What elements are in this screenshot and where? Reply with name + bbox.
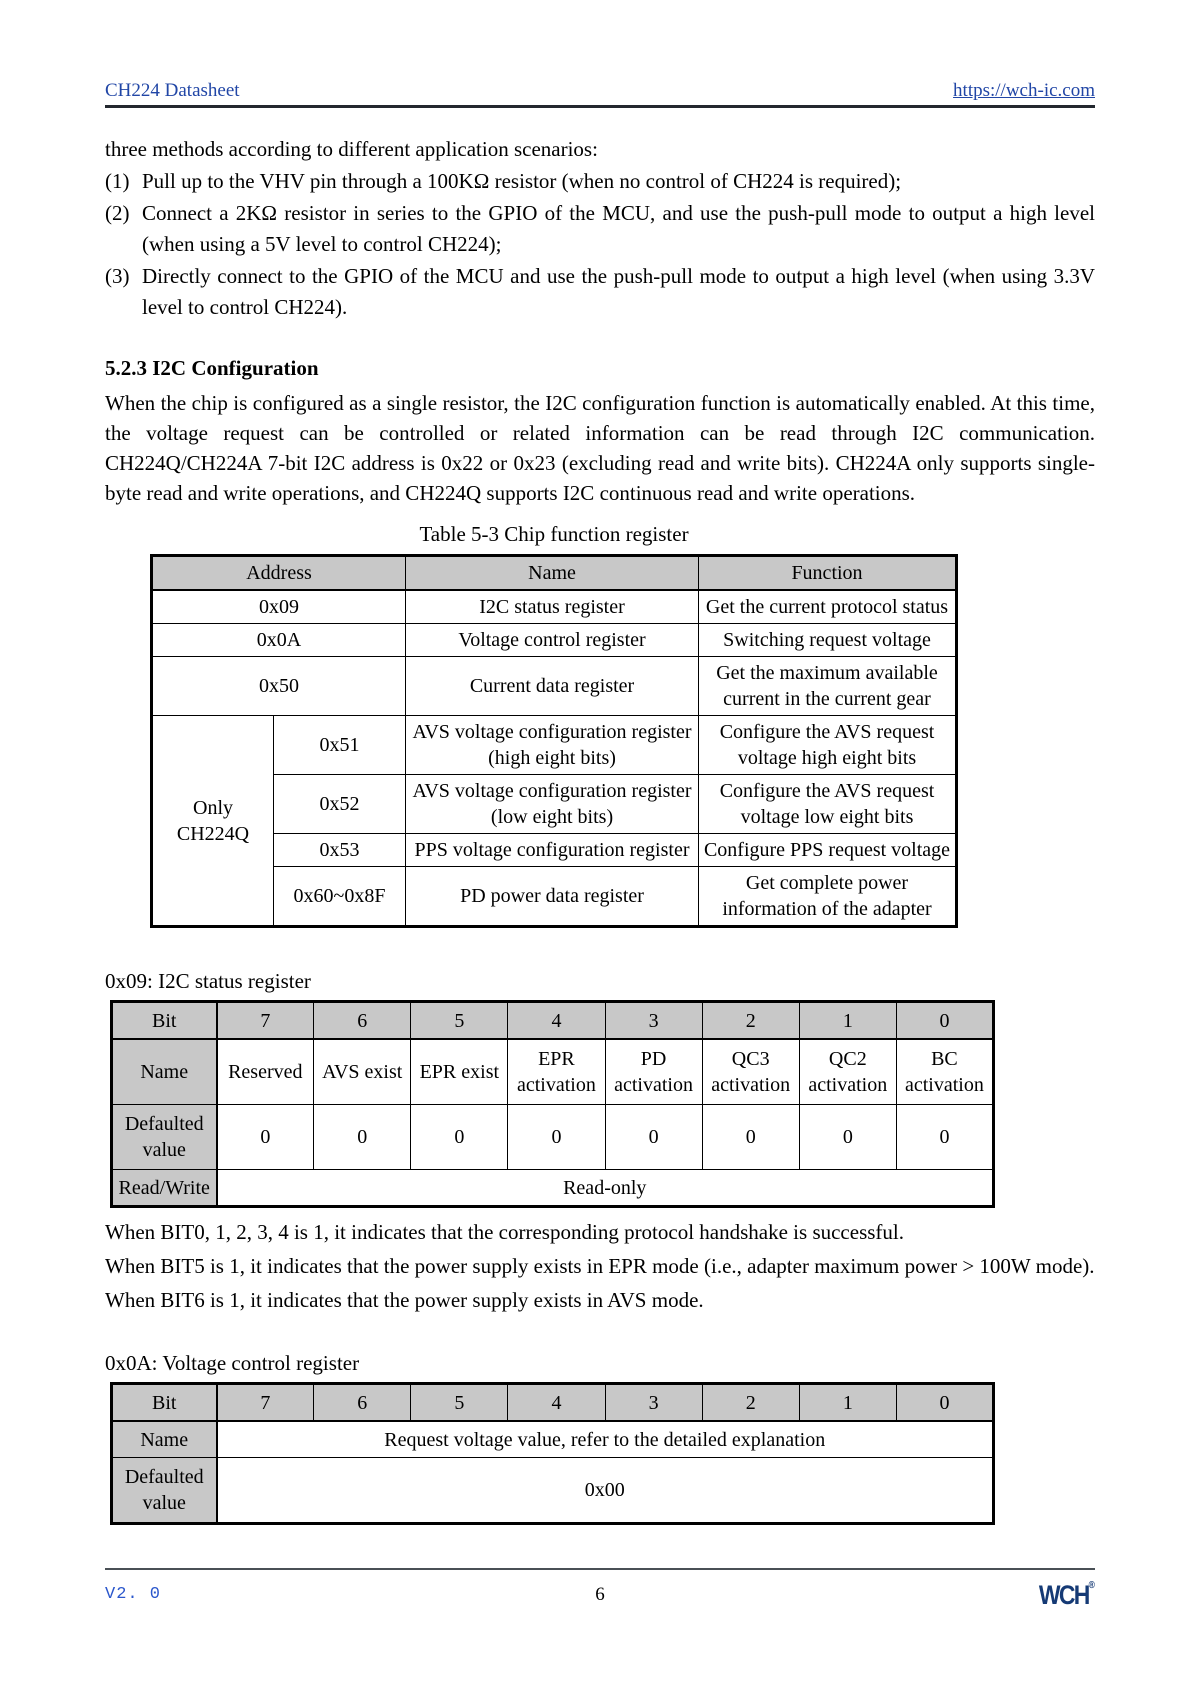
cell-function: Configure the AVS request voltage low eight bits	[699, 775, 957, 834]
bit-default: 0	[605, 1105, 702, 1170]
col-header-function: Function	[699, 556, 957, 591]
bit-name: QC3 activation	[702, 1039, 799, 1105]
cell-name: Current data register	[406, 657, 699, 716]
header-title: CH224 Datasheet	[105, 80, 240, 101]
bit-name: Reserved	[217, 1039, 314, 1105]
list-text: Directly connect to the GPIO of the MCU and use the push-pull mode to output a high level (when using 3.3V level to control CH224).	[142, 264, 1095, 319]
cell-function: Configure the AVS request voltage high eight bits	[699, 716, 957, 775]
cell-address: 0x09	[152, 590, 406, 624]
bit-default-row	[112, 1458, 994, 1524]
intro-lead: three methods according to different application scenarios:	[105, 137, 598, 161]
bit-table-0x09	[110, 1000, 995, 1208]
cell-name: Voltage control register	[406, 624, 699, 657]
cell-group-only-ch224q: Only CH224Q	[152, 716, 274, 927]
list-number: (2)	[105, 201, 130, 225]
bit-number: 5	[411, 1384, 508, 1422]
list-text: Connect a 2KΩ resistor in series to the GPIO of the MCU, and use the push-pull mode to output a high level (when using a 5V level to control CH224);	[142, 201, 1095, 256]
bit-label: Bit	[112, 1002, 217, 1040]
bit-number: 3	[605, 1384, 702, 1422]
bit-name-row	[112, 1421, 994, 1458]
bit-default-row	[112, 1105, 994, 1170]
registered-mark: ®	[1088, 1580, 1095, 1591]
bit-number: 4	[508, 1384, 605, 1422]
col-header-address: Address	[152, 556, 406, 591]
row-label-name: Name	[112, 1421, 217, 1458]
cell-name: AVS voltage configuration register (low eight bits)	[406, 775, 699, 834]
bit-number: 5	[411, 1002, 508, 1040]
bit-name: QC2 activation	[799, 1039, 896, 1105]
cell-name: I2C status register	[406, 590, 699, 624]
bit-number: 0	[896, 1384, 993, 1422]
page-number: 6	[595, 1584, 605, 1605]
cell-name: PD power data register	[406, 867, 699, 927]
bit-rw-row	[112, 1170, 994, 1207]
list-number: (1)	[105, 169, 130, 193]
table-header-row	[152, 556, 957, 591]
bit-name: EPR exist	[411, 1039, 508, 1105]
note-paragraph: When BIT6 is 1, it indicates that the power supply exists in AVS mode.	[105, 1288, 704, 1312]
bit-name: EPR activation	[508, 1039, 605, 1105]
bit-default: 0	[314, 1105, 411, 1170]
table-row	[152, 590, 957, 624]
note-paragraph: When BIT0, 1, 2, 3, 4 is 1, it indicates that the corresponding protocol handshake is successful.	[105, 1220, 904, 1244]
bit-default: 0	[411, 1105, 508, 1170]
list-item-2	[105, 198, 1095, 260]
header-rule	[105, 105, 1095, 108]
bit-table-0x0A	[110, 1382, 995, 1525]
bit-number: 2	[702, 1384, 799, 1422]
rw-value: Read-only	[217, 1170, 994, 1207]
cell-address: 0x52	[274, 775, 406, 834]
cell-address: 0x60~0x8F	[274, 867, 406, 927]
bit-default: 0	[508, 1105, 605, 1170]
row-label-rw: Read/Write	[112, 1170, 217, 1207]
section-paragraph: When the chip is configured as a single resistor, the I2C configuration function is automatically enabled. At this time, the voltage request can be controlled or related information can be read through I2C communication. CH224Q/CH224A 7-bit I2C address is 0x22 or 0x23 (excluding read and write bits). CH224A only supports single-byte read and write operations, and CH224Q supports I2C continuous read and write operations.	[105, 391, 1095, 505]
bit-number: 4	[508, 1002, 605, 1040]
site-link[interactable]: https://wch-ic.com	[953, 80, 1095, 101]
list-text: Pull up to the VHV pin through a 100KΩ resistor (when no control of CH224 is required);	[142, 169, 902, 193]
row-label-default: Defaulted value	[112, 1458, 217, 1524]
bit-header-row	[112, 1002, 994, 1040]
table-row	[152, 716, 957, 775]
bit-number: 0	[896, 1002, 993, 1040]
bit-default: 0	[896, 1105, 993, 1170]
footer-rule	[105, 1568, 1095, 1570]
chip-function-table	[150, 554, 958, 928]
row-label-name: Name	[112, 1039, 217, 1105]
name-value: Request voltage value, refer to the detailed explanation	[217, 1421, 994, 1458]
cell-name: PPS voltage configuration register	[406, 834, 699, 867]
cell-function: Get complete power information of the adapter	[699, 867, 957, 927]
wch-logo	[1039, 1580, 1095, 1611]
bit-number: 6	[314, 1384, 411, 1422]
col-header-name: Name	[406, 556, 699, 591]
default-value: 0x00	[217, 1458, 994, 1524]
cell-address: 0x51	[274, 716, 406, 775]
bit-name-row	[112, 1039, 994, 1105]
page-footer	[105, 1580, 1095, 1610]
register-notes	[105, 1217, 1095, 1316]
bit-number: 7	[217, 1384, 314, 1422]
cell-address: 0x53	[274, 834, 406, 867]
cell-function: Configure PPS request voltage	[699, 834, 957, 867]
cell-function: Get the maximum available current in the current gear	[699, 657, 957, 716]
register-title-0x0A: 0x0A: Voltage control register	[105, 1351, 360, 1375]
table-caption: Table 5-3 Chip function register	[419, 522, 689, 546]
bit-name: PD activation	[605, 1039, 702, 1105]
bit-number: 1	[799, 1384, 896, 1422]
cell-address: 0x50	[152, 657, 406, 716]
cell-function: Switching request voltage	[699, 624, 957, 657]
table-row	[152, 657, 957, 716]
bit-number: 7	[217, 1002, 314, 1040]
bit-default: 0	[217, 1105, 314, 1170]
bit-number: 1	[799, 1002, 896, 1040]
bit-name: AVS exist	[314, 1039, 411, 1105]
bit-default: 0	[799, 1105, 896, 1170]
bit-label: Bit	[112, 1384, 217, 1422]
page-header	[105, 0, 1095, 102]
bit-header-row	[112, 1384, 994, 1422]
bit-number: 2	[702, 1002, 799, 1040]
cell-name: AVS voltage configuration register (high eight bits)	[406, 716, 699, 775]
cell-function: Get the current protocol status	[699, 590, 957, 624]
register-title-0x09: 0x09: I2C status register	[105, 969, 311, 993]
note-paragraph: When BIT5 is 1, it indicates that the power supply exists in EPR mode (i.e., adapter maximum power > 100W mode).	[105, 1254, 1095, 1278]
list-item-3	[105, 261, 1095, 323]
footer-version: V2. 0	[105, 1585, 162, 1604]
row-label-default: Defaulted value	[112, 1105, 217, 1170]
cell-address: 0x0A	[152, 624, 406, 657]
bit-default: 0	[702, 1105, 799, 1170]
bit-number: 3	[605, 1002, 702, 1040]
list-number: (3)	[105, 264, 130, 288]
bit-name: BC activation	[896, 1039, 993, 1105]
bit-number: 6	[314, 1002, 411, 1040]
section-heading: 5.2.3 I2C Configuration	[105, 356, 319, 380]
wch-logo-text: WCH	[1039, 1580, 1089, 1610]
list-item-1	[105, 166, 1095, 197]
table-row	[152, 624, 957, 657]
